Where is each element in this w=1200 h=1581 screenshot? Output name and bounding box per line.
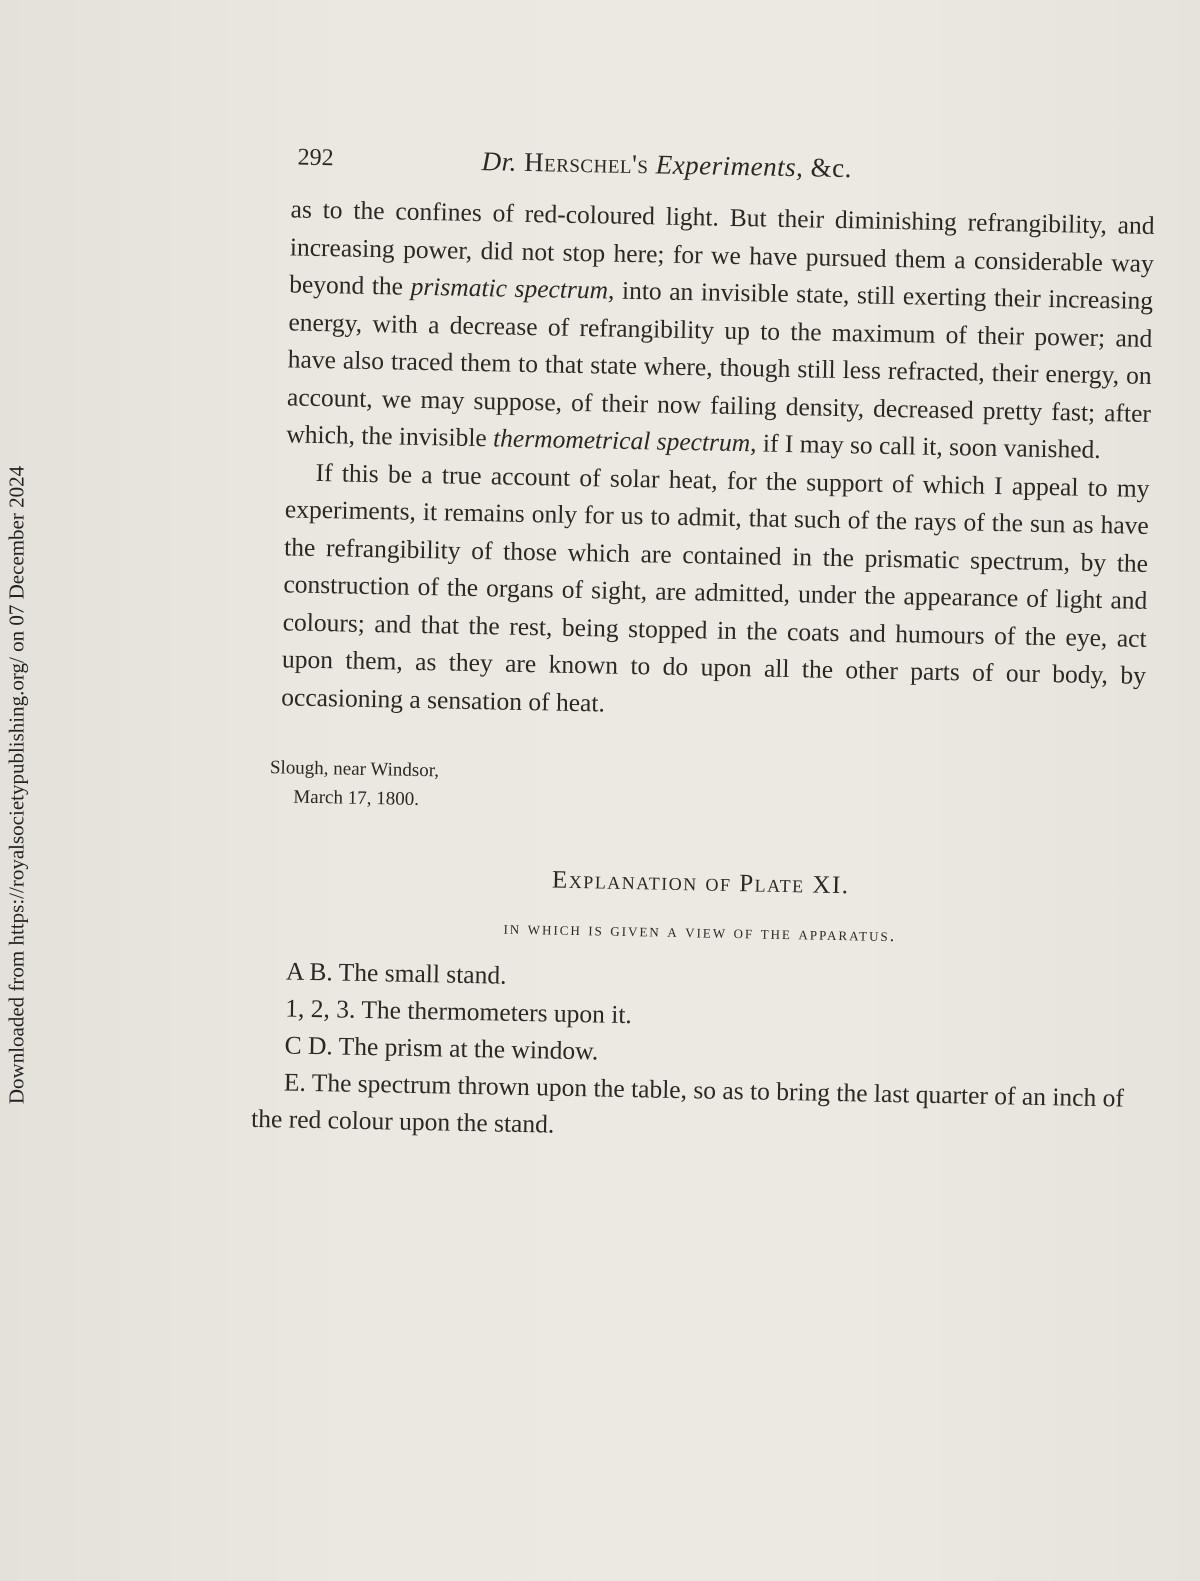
paragraph-1-emphasis-2: thermometrical spectrum, xyxy=(492,423,757,458)
legend-item: C D. The prism at the window. xyxy=(284,1030,599,1066)
paragraph-1-part-c: if I may so call it, soon vanished. xyxy=(762,428,1101,465)
download-notice-text: Downloaded from https://royalsocietypublishing.org/ on 07 December 2024 xyxy=(4,465,29,1105)
running-head-name: Herschel's xyxy=(523,146,649,180)
signature-date: March 17, 1800. xyxy=(293,786,420,810)
paragraph-1-emphasis-1: prismatic spectrum, xyxy=(410,271,615,305)
signature-block xyxy=(257,753,1148,828)
running-head xyxy=(481,146,852,184)
paragraph-1 xyxy=(264,190,1159,470)
running-head-suffix: &c. xyxy=(810,152,853,184)
paragraph-1-part-b: into an invisible state, still exerting their increasing energy, with a decrease of refrangibility up to the maximum of their power; and have also traced them to that state where, though still less refracted, their energy, on account, we may suppose, of their now failing density, decreased pretty fast; after which, the invisible xyxy=(286,275,1154,453)
signature-place: Slough, near Windsor, xyxy=(269,757,440,782)
section-subtitle: in which is given a view of the apparatus. xyxy=(503,917,897,946)
running-head-prefix: Dr. xyxy=(481,146,518,177)
body-text xyxy=(259,190,1159,732)
paragraph-2: If this be a true account of solar heat, for the support of which I appeal to my experiments, it remains only for us to admit, that such of the rays of the sun as have the refrangibility of those which are contained in the prismatic spectrum, by the construction of the organs of sight, are admitted, under the appearance of light and colours; and that the rest, being stopped in the coats and humours of the eye, act upon them, as they are known to do upon all the other parts of our body, by occasioning a sensation of heat. xyxy=(281,457,1150,718)
legend-item: A B. The small stand. xyxy=(285,956,507,990)
plate-legend xyxy=(251,952,1144,1154)
book-page xyxy=(251,140,1160,1154)
legend-item: 1, 2, 3. The thermometers upon it. xyxy=(285,993,633,1030)
page-number: 292 xyxy=(297,144,334,172)
running-head-italic: Experiments, xyxy=(655,149,804,183)
section-title: Explanation of Plate XI. xyxy=(551,866,850,900)
download-notice xyxy=(0,0,34,1581)
legend-item: E. The spectrum thrown upon the table, so as to bring the last quarter of an inch of the red colour upon the stand. xyxy=(250,1067,1125,1139)
paragraph-1-part-a: as to the confines of red-coloured light. But their diminishing refrangibility, and increasing power, did not stop here; for we have pursued them a considerable way beyond the xyxy=(288,194,1155,301)
